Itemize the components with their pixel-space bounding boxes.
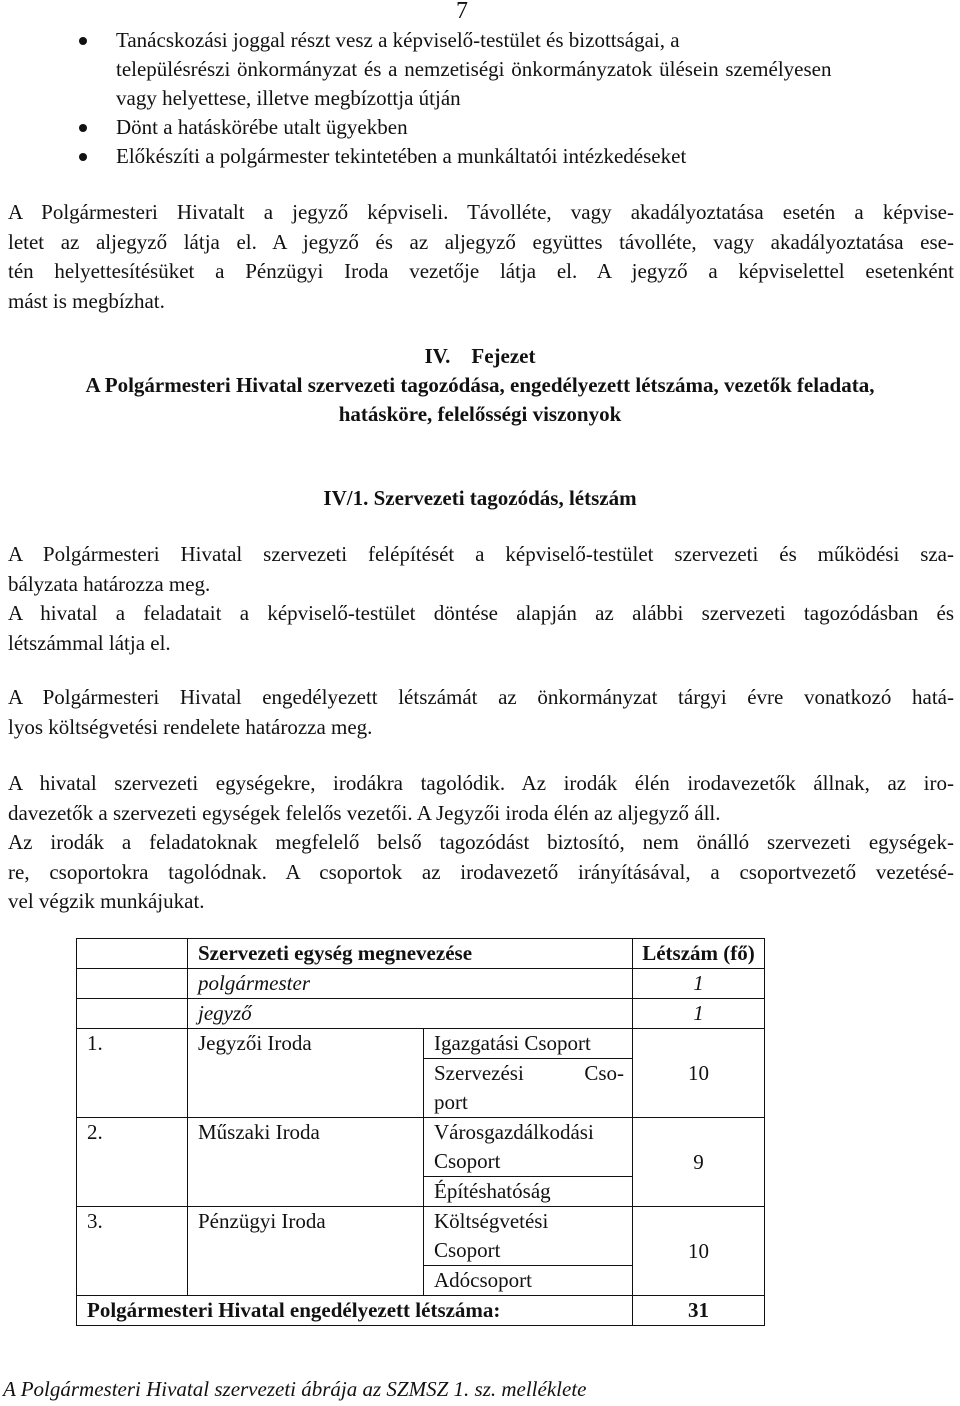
table-total-row	[77, 1296, 765, 1326]
table-cell-group: Csoport	[424, 1236, 633, 1266]
duties-bullet-list	[76, 26, 960, 171]
table-cell-count: 9	[633, 1118, 765, 1207]
table-cell-group: Szervezési Cso-	[424, 1059, 633, 1089]
table-cell-group: Városgazdálkodási	[424, 1118, 633, 1148]
table-cell	[77, 999, 188, 1029]
table-cell-count: 10	[633, 1207, 765, 1296]
chapter-number: IV.	[424, 344, 451, 368]
chapter-title: hatásköre, felelősségi viszonyok	[338, 402, 622, 426]
table-cell	[188, 1177, 424, 1207]
bullet-dot-icon	[79, 124, 87, 132]
section-title: IV/1. Szervezeti tagozódás, létszám	[323, 486, 637, 510]
table-cell	[77, 1059, 188, 1089]
chapter-number-line	[0, 342, 960, 371]
table-cell-unit: jegyző	[188, 999, 633, 1029]
chapter-heading	[0, 342, 960, 429]
table-cell-group: port	[424, 1088, 633, 1118]
text-line: A hivatal a feladatait a képviselő-testület döntése alapján az alábbi szervezeti tagozódásban és	[8, 601, 954, 625]
table-cell	[77, 939, 188, 969]
table-cell-count: 1	[633, 969, 765, 999]
table-row	[77, 1207, 765, 1237]
table-header-row	[77, 939, 765, 969]
text-line: re, csoportokra tagolódnak. A csoportok az irodavezető irányításával, a csoportvezető vezetésé-	[8, 859, 954, 884]
text-line: A hivatal szervezeti egységekre, irodákra tagolódik. Az irodák élén irodavezetők állnak, az iro-	[8, 771, 954, 795]
table-row	[77, 1118, 765, 1148]
bullet-item	[76, 113, 960, 142]
text-line: bályzata határozza meg.	[8, 571, 211, 596]
bullet-text: Dönt a hatáskörébe utalt ügyekben	[116, 115, 408, 139]
bullet-dot-icon	[79, 153, 87, 161]
table-cell	[188, 1266, 424, 1296]
table-cell-num: 2.	[77, 1118, 188, 1148]
bullet-text: Előkészíti a polgármester tekintetében a munkáltatói intézkedéseket	[116, 144, 687, 168]
table-cell	[77, 1177, 188, 1207]
table-row	[77, 999, 765, 1029]
paragraph-structure	[8, 540, 954, 658]
chapter-title: A Polgármesteri Hivatal szervezeti tagozódása, engedélyezett létszáma, vezetők feladata,	[85, 373, 875, 397]
chapter-label: Fejezet	[471, 344, 536, 368]
table-cell-num: 1.	[77, 1029, 188, 1059]
text-line: letet az aljegyző látja el. A jegyző és az aljegyző együttes távolléte, vagy akadályoztatása ese-	[8, 229, 954, 254]
bullet-item	[76, 26, 960, 113]
text-line: tén helyettesítésüket a Pénzügyi Iroda vezetője látja el. A jegyző a képviselettel esetenként	[8, 259, 954, 283]
page-number: 7	[456, 0, 468, 24]
text-line: A Polgármesteri Hivatal szervezeti felépítését a képviselő-testület szervezeti és működési sza-	[8, 542, 954, 566]
text-line: A Polgármesteri Hivatalt a jegyző képviseli. Távolléte, vagy akadályoztatása esetén a képvise-	[8, 200, 954, 224]
bullet-text: képviselő-testület és bizottságai, a	[392, 28, 680, 52]
table-cell	[77, 1147, 188, 1177]
paragraph-representation	[8, 198, 954, 316]
table-cell	[77, 1088, 188, 1118]
bullet-text: vagy helyettese, illetve megbízottja útján	[116, 86, 461, 110]
table-cell	[77, 969, 188, 999]
table-cell-count: 10	[633, 1029, 765, 1118]
footer-note: A Polgármesteri Hivatal szervezeti ábrája az SZMSZ 1. sz. melléklete	[3, 1377, 587, 1401]
table-cell-num: 3.	[77, 1207, 188, 1237]
table-cell-group: Költségvetési	[424, 1207, 633, 1237]
text-line: vel végzik munkájukat.	[8, 889, 205, 913]
table-cell-count: 1	[633, 999, 765, 1029]
table-total-count: 31	[633, 1296, 765, 1326]
table-cell-office: Jegyzői Iroda	[188, 1029, 424, 1059]
bullet-text: településrészi önkormányzat és a nemzetiségi önkormányzatok ülésein személyesen	[116, 57, 832, 81]
bullet-text: Tanácskozási joggal részt vesz a	[116, 28, 388, 52]
table-cell	[188, 1236, 424, 1266]
text-line: mást is megbízhat.	[8, 288, 165, 313]
text-line: davezetők a szervezeti egységek felelős vezetői. A Jegyzői iroda élén az aljegyző áll.	[8, 800, 721, 825]
table-cell	[188, 1059, 424, 1089]
table-row	[77, 969, 765, 999]
text-line: Az irodák a feladatoknak megfelelő belső tagozódást biztosító, nem önálló szervezeti egységek-	[8, 830, 954, 854]
text-line: lyos költségvetési rendelete határozza meg.	[8, 714, 373, 739]
table-cell-unit: polgármester	[188, 969, 633, 999]
paragraph-headcount	[8, 683, 954, 742]
table-cell	[77, 1266, 188, 1296]
organization-table	[76, 938, 765, 1326]
text-line: létszámmal látja el.	[8, 630, 171, 655]
table-cell-office: Pénzügyi Iroda	[188, 1207, 424, 1237]
table-total-label: Polgármesteri Hivatal engedélyezett létszáma:	[77, 1296, 633, 1326]
bullet-dot-icon	[79, 37, 87, 45]
table-cell-group: Adócsoport	[424, 1266, 633, 1296]
table-row	[77, 1029, 765, 1059]
table-cell	[188, 1147, 424, 1177]
table-cell	[188, 1088, 424, 1118]
table-header-count: Létszám (fő)	[633, 939, 765, 969]
table-cell-office: Műszaki Iroda	[188, 1118, 424, 1148]
table-cell-group: Építéshatóság	[424, 1177, 633, 1207]
table-cell-group: Csoport	[424, 1147, 633, 1177]
table-header-unit: Szervezeti egység megnevezése	[188, 939, 633, 969]
bullet-item	[76, 142, 960, 171]
table-cell-group: Igazgatási Csoport	[424, 1029, 633, 1059]
table-cell	[77, 1236, 188, 1266]
paragraph-units	[8, 769, 954, 917]
text-line: A Polgármesteri Hivatal engedélyezett létszámát az önkormányzat tárgyi évre vonatkozó hatá-	[8, 685, 954, 709]
